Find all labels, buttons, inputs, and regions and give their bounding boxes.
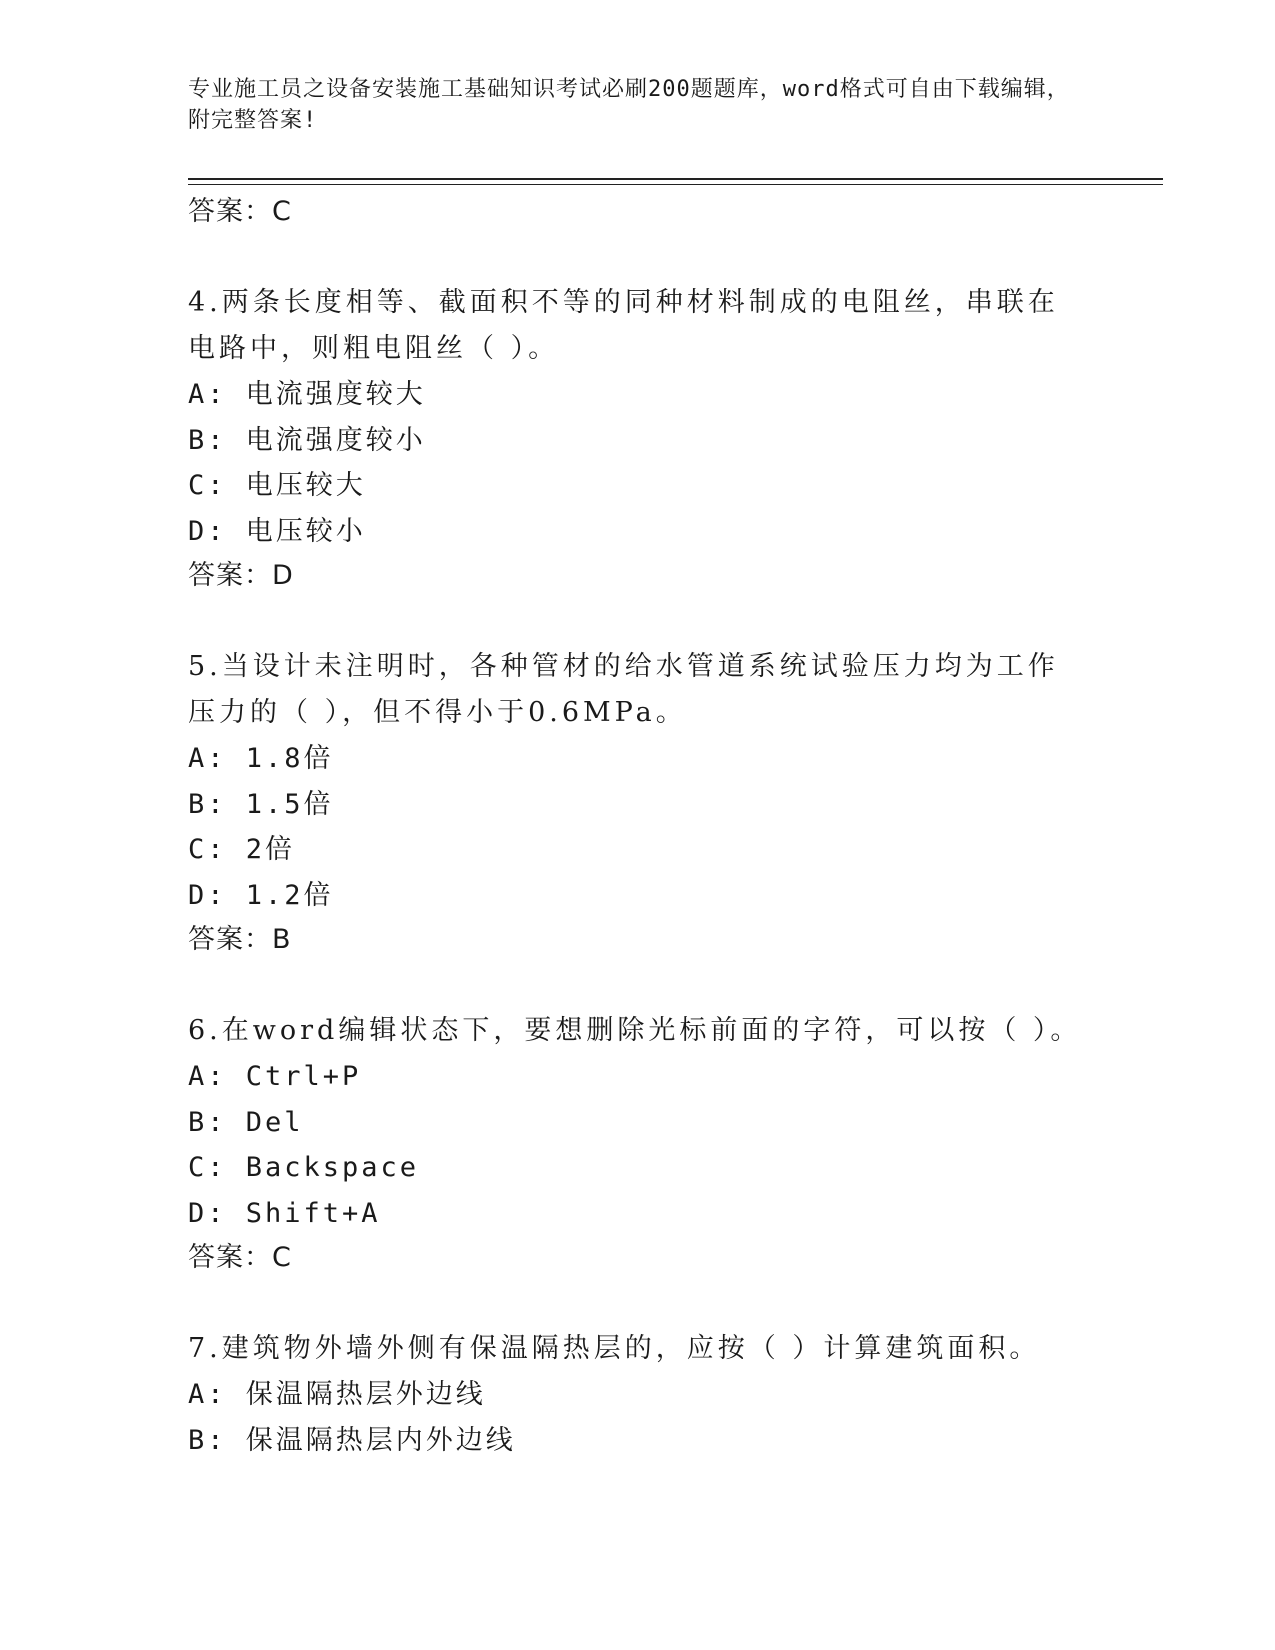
question-text: 7.建筑物外墙外侧有保温隔热层的，应按（ ）计算建筑面积。 xyxy=(188,1333,1041,1364)
option-b: B: 1.5倍 xyxy=(188,788,334,820)
question-text: 5.当设计未注明时，各种管材的给水管道系统试验压力均为工作压力的（ ），但不得小于0.6MPa。 xyxy=(188,651,1059,728)
option-c: C: 电压较大 xyxy=(188,470,366,501)
option-b: B: Del xyxy=(188,1106,304,1138)
option-d: D: Shift+A xyxy=(188,1197,381,1229)
question-4 xyxy=(188,280,1088,598)
answer: 答案：D xyxy=(188,560,294,591)
option-a: A: 电流强度较大 xyxy=(188,379,426,410)
answer-previous: 答案：C xyxy=(188,196,292,227)
header-rule-thin xyxy=(188,184,1163,185)
answer: 答案：B xyxy=(188,924,292,955)
document-header: 专业施工员之设备安装施工基础知识考试必刷200题题库，word格式可自由下载编辑，附完整答案! xyxy=(188,77,1070,133)
question-6 xyxy=(188,1008,1088,1280)
answer: 答案：C xyxy=(188,1242,292,1273)
option-c: C: 2倍 xyxy=(188,834,296,865)
option-d: D: 1.2倍 xyxy=(188,879,334,911)
option-c: C: Backspace xyxy=(188,1152,420,1183)
option-a: A: 保温隔热层外边线 xyxy=(188,1379,486,1410)
question-5 xyxy=(188,644,1088,962)
option-a: A: Ctrl+P xyxy=(188,1061,362,1092)
option-b: B: 电流强度较小 xyxy=(188,424,426,456)
header-rule-thick xyxy=(188,178,1163,180)
question-7 xyxy=(188,1326,1088,1463)
question-text: 6.在word编辑状态下，要想删除光标前面的字符，可以按（ ）。 xyxy=(188,1015,1082,1046)
option-a: A: 1.8倍 xyxy=(188,743,334,774)
question-text: 4.两条长度相等、截面积不等的同种材料制成的电阻丝，串联在电路中，则粗电阻丝（ ）。 xyxy=(188,287,1059,364)
document-body xyxy=(188,190,1088,1463)
option-d: D: 电压较小 xyxy=(188,515,366,547)
option-b: B: 保温隔热层内外边线 xyxy=(188,1424,516,1456)
